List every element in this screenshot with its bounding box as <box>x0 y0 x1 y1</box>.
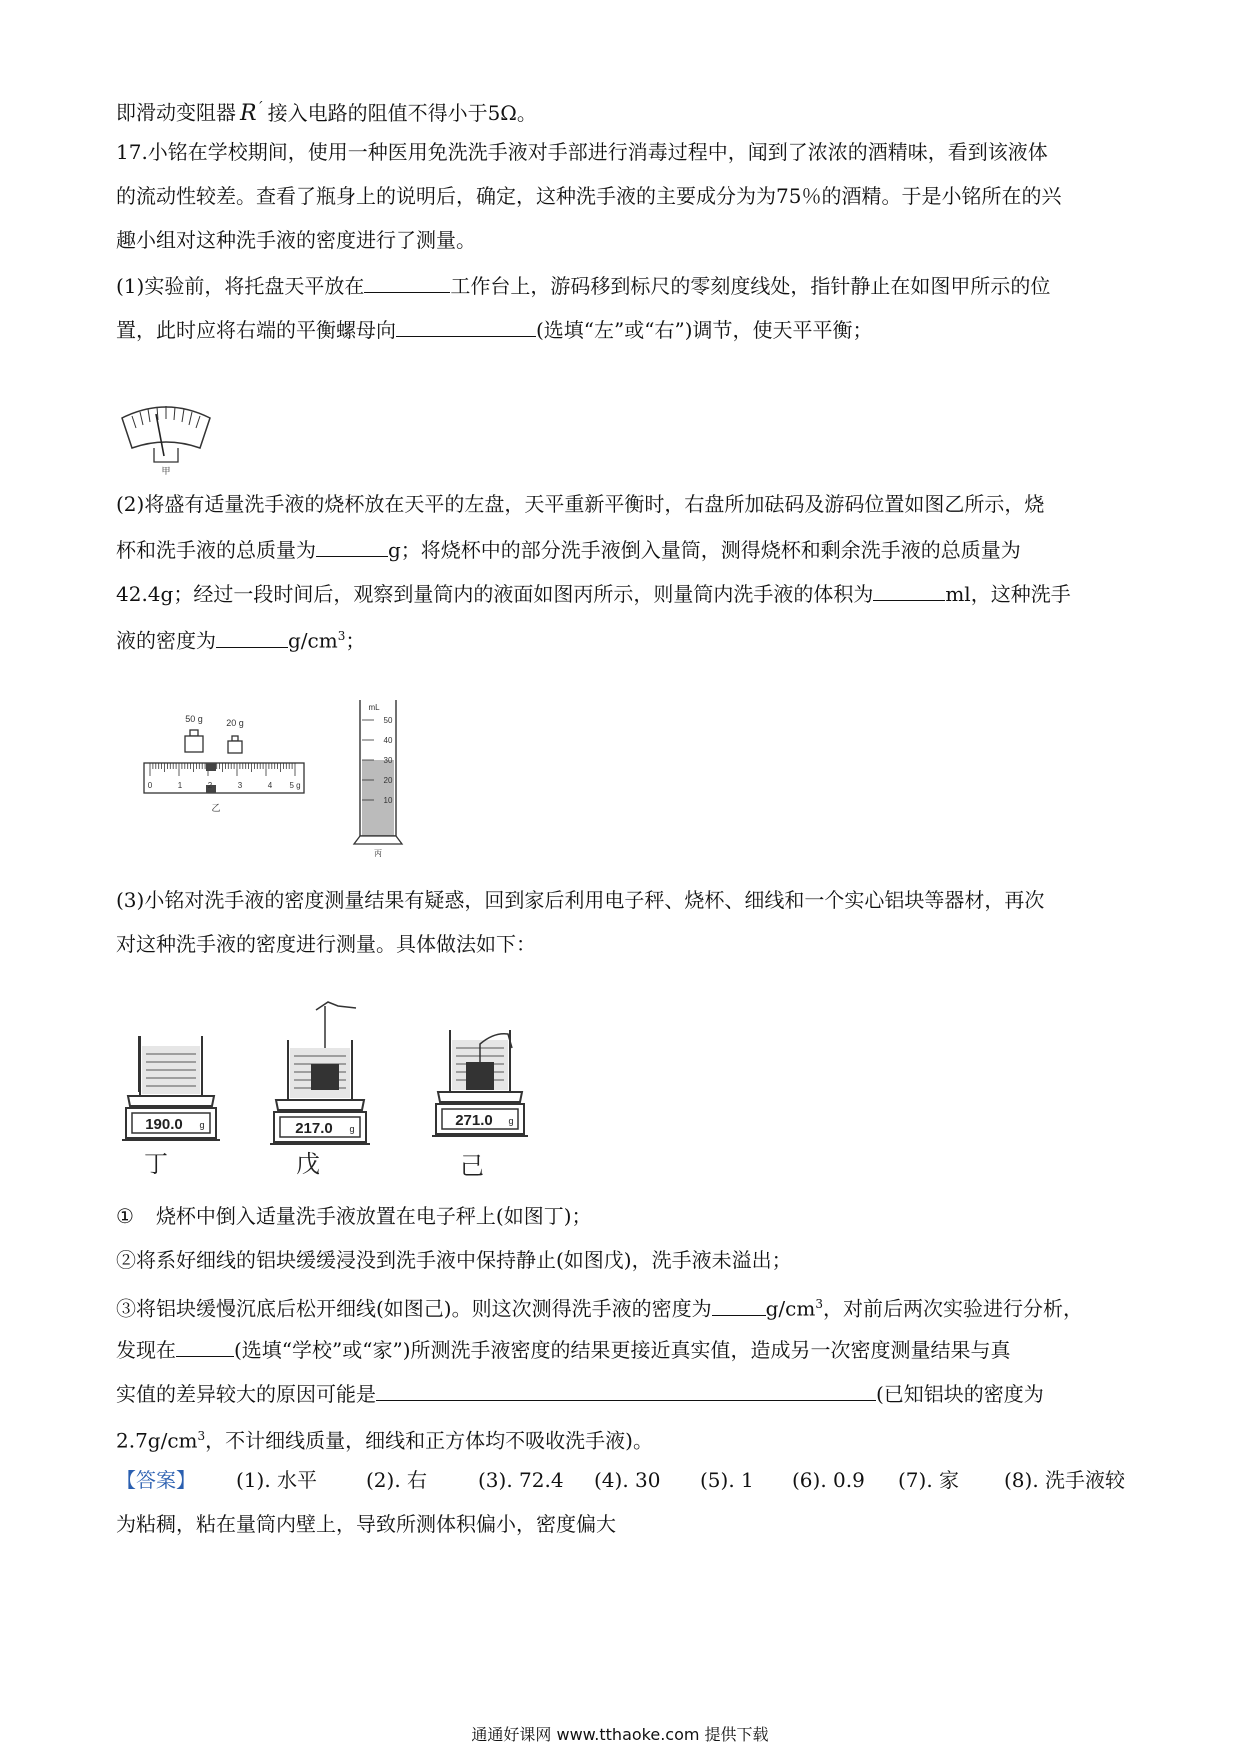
cyl-tick-20: 20 <box>383 776 393 785</box>
intro-text-end: 接入电路的阻值不得小于5Ω。 <box>267 100 537 125</box>
p3-line-1: (3)小铭对洗手液的密度测量结果有疑惑，回到家后利用电子秤、烧杯、细线和一个实心铝块等器材，再次 <box>116 888 1045 912</box>
step-5 <box>116 1378 1044 1408</box>
cylinder-base <box>354 836 402 844</box>
step-3-unit: g/cm <box>765 1296 816 1321</box>
p2-text-f: ； <box>345 628 366 653</box>
p2-line-4 <box>116 622 365 655</box>
answer-8: (8). 洗手液较 <box>1004 1468 1126 1492</box>
intro-line <box>116 94 537 128</box>
unit-wu: g <box>349 1124 355 1134</box>
p2-text-d: ml，这种洗手 <box>945 582 1071 606</box>
caption-ji: 己 <box>460 1153 484 1180</box>
hand-wu <box>316 1002 356 1010</box>
step-6 <box>116 1422 653 1455</box>
step-3 <box>116 1290 1083 1323</box>
step-6-sup: 3 <box>197 1429 206 1443</box>
pointer-needle <box>156 414 164 456</box>
answer-4: (4). 30 <box>594 1468 661 1492</box>
blank-2 <box>396 314 536 337</box>
electronic-scales-figure <box>116 996 586 1180</box>
step-2: ②将系好细线的铝块缓缓浸没到洗手液中保持静止(如图戊)，洗手液未溢出； <box>116 1248 792 1272</box>
weight-50g <box>185 736 203 752</box>
weights-rider-figure <box>140 708 310 818</box>
aluminum-block-ji <box>466 1062 494 1090</box>
weight-20g-label: 20 g <box>226 718 244 728</box>
scale-ding <box>122 1036 220 1178</box>
blank-4 <box>873 578 945 601</box>
answer-7: (7). 家 <box>898 1468 960 1492</box>
answer-line <box>116 1466 196 1494</box>
p2-text-b: g；将烧杯中的部分洗手液倒入量筒，测得烧杯和剩余洗手液的总质量为 <box>388 538 1021 562</box>
rider-tick-5: 5 g <box>289 781 301 790</box>
p2-text-c: 42.4g；经过一段时间后，观察到量筒内的液面如图丙所示，则量筒内洗手液的体积为 <box>116 582 874 606</box>
caption-jia: 甲 <box>161 466 171 476</box>
blank-5 <box>216 625 288 648</box>
answer-3: (3). 72.4 <box>478 1468 564 1492</box>
step-4-text-a: 发现在 <box>116 1338 176 1362</box>
p2-line-3 <box>116 578 1071 608</box>
answer-2: (2). 右 <box>366 1468 428 1492</box>
blank-7 <box>176 1334 234 1357</box>
p2-line-1: (2)将盛有适量洗手液的烧杯放在天平的左盘，天平重新平衡时，右盘所加砝码及游码位置如图乙所示，烧 <box>116 492 1045 516</box>
unit-ji: g <box>508 1116 514 1126</box>
p2-text-e: 液的密度为 <box>116 628 216 653</box>
scale-ji <box>432 1030 528 1180</box>
resistor-symbol: R <box>240 100 257 126</box>
p2-line-2 <box>116 534 1021 564</box>
blank-8 <box>376 1378 876 1401</box>
weight-50g-label: 50 g <box>185 714 203 724</box>
answer-6: (6). 0.9 <box>792 1468 865 1492</box>
blank-3 <box>316 534 388 557</box>
step-4-text-b: (选填“学校”或“家”)所测洗手液密度的结果更接近真实值，造成另一次密度测量结果与真 <box>234 1338 1011 1362</box>
q17-line-3: 趣小组对这种洗手液的密度进行了测量。 <box>116 228 476 252</box>
p3-line-2: 对这种洗手液的密度进行测量。具体做法如下： <box>116 932 536 956</box>
q17-line-1: 17.小铭在学校期间，使用一种医用免洗洗手液对手部进行消毒过程中，闻到了浓浓的酒精味，看到该液体 <box>116 140 1048 164</box>
footer-watermark: 通通好课网 www.tthaoke.com 提供下载 <box>471 1725 769 1744</box>
answer-1: (1). 水平 <box>236 1468 318 1492</box>
step-5-text-b: (已知铝块的密度为 <box>876 1382 1044 1406</box>
p1-text-a: (1)实验前，将托盘天平放在 <box>116 274 365 298</box>
rider-tick-4: 4 <box>267 781 273 790</box>
aluminum-block-wu <box>311 1064 339 1090</box>
p1-line-1 <box>116 270 1050 300</box>
rider-scale-bar <box>144 763 304 793</box>
rider-tick-1: 1 <box>177 781 183 790</box>
dial-base <box>154 448 178 462</box>
p1-text-c: 置，此时应将右端的平衡螺母向 <box>116 318 396 342</box>
rider-tick-3: 3 <box>237 781 243 790</box>
weight-20g <box>228 741 242 753</box>
p1-text-d: (选填“左”或“右”)调节，使天平平衡； <box>536 318 873 342</box>
reading-ji: 271.0 <box>455 1112 493 1129</box>
resistor-prime: ˊ <box>256 100 264 116</box>
p1-line-2 <box>116 314 873 344</box>
answer-cont: 为粘稠，粘在量筒内壁上，导致所测体积偏小，密度偏大 <box>116 1512 616 1536</box>
intro-text: 即滑动变阻器 <box>116 100 236 125</box>
step-6-text-a: 2.7g/cm <box>116 1428 198 1453</box>
blank-6 <box>712 1293 766 1316</box>
step-1-num: ① <box>116 1204 134 1228</box>
step-1-text: 烧杯中倒入适量洗手液放置在电子秤上(如图丁)； <box>155 1204 592 1228</box>
step-3-text-b: ，对前后两次实验进行分析， <box>822 1296 1083 1321</box>
reading-wu: 217.0 <box>295 1120 333 1137</box>
cylinder-unit: mL <box>368 703 380 712</box>
answer-5: (5). 1 <box>700 1468 754 1492</box>
step-4 <box>116 1334 1011 1364</box>
dial-ticks <box>132 406 200 428</box>
cyl-tick-30: 30 <box>383 756 393 765</box>
step-6-text-b: ，不计细线质量，细线和正方体均不吸收洗手液)。 <box>205 1428 653 1453</box>
answer-tag: 【答案】 <box>116 1468 196 1492</box>
caption-bing: 丙 <box>374 849 382 858</box>
step-1 <box>116 1202 592 1230</box>
p2-text-a: 杯和洗手液的总质量为 <box>116 538 316 562</box>
reading-ding: 190.0 <box>145 1116 183 1133</box>
weight-20g-knob <box>232 736 238 741</box>
caption-yi: 乙 <box>211 803 221 813</box>
step-5-text-a: 实值的差异较大的原因可能是 <box>116 1382 376 1406</box>
cyl-tick-50: 50 <box>383 716 393 725</box>
q17-line-2: 的流动性较差。查看了瓶身上的说明后，确定，这种洗手液的主要成分为为75％的酒精。于是小铭所在的兴 <box>116 184 1062 208</box>
caption-wu: 戊 <box>296 1151 320 1178</box>
step-3-text-a: ③将铝块缓慢沉底后松开细线(如图己)。则这次测得洗手液的密度为 <box>116 1296 712 1321</box>
graduated-cylinder-figure <box>350 696 410 860</box>
caption-ding: 丁 <box>144 1151 168 1178</box>
balance-dial-figure <box>116 398 216 476</box>
unit-ding: g <box>199 1120 205 1130</box>
cyl-tick-40: 40 <box>383 736 393 745</box>
scale-wu <box>270 1002 370 1178</box>
p2-unit: g/cm <box>288 628 338 653</box>
blank-1 <box>364 270 450 293</box>
rider-top <box>206 763 216 771</box>
weight-50g-knob <box>190 730 198 736</box>
p1-text-b: 工作台上，游码移到标尺的零刻度线处，指针静止在如图甲所示的位 <box>450 274 1051 298</box>
rider-tick-2: 2 <box>207 781 213 790</box>
p2-unit-sup: 3 <box>337 629 346 643</box>
rider-tick-0: 0 <box>147 781 153 790</box>
step-3-unit-sup: 3 <box>815 1297 823 1311</box>
cyl-tick-10: 10 <box>383 796 393 805</box>
